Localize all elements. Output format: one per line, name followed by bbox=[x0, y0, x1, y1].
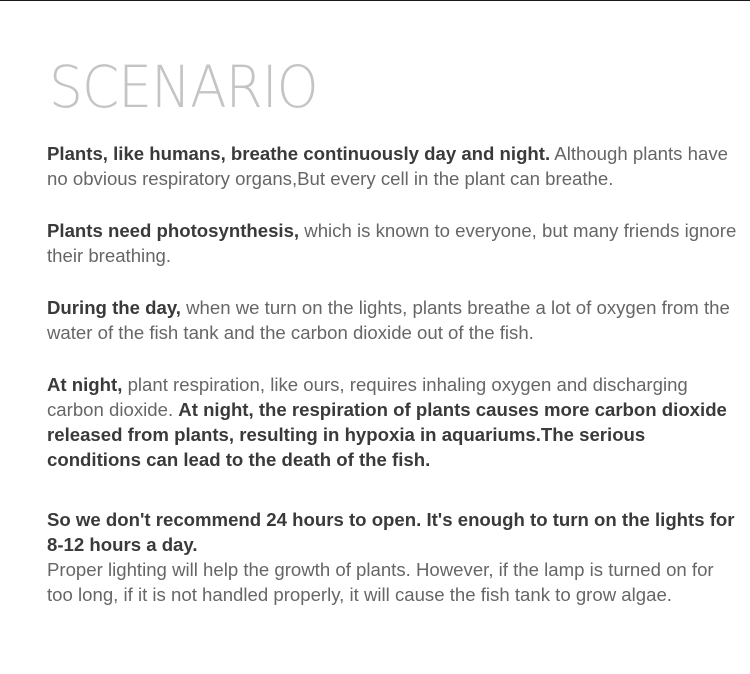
paragraph-text: which is known to everyone, but many friends ignore their breathing. bbox=[47, 220, 737, 266]
paragraph-lead: So we don't recommend 24 hours to open. It's enough to turn on the lights for 8-12 hours a day. bbox=[47, 509, 735, 555]
paragraph-text: plant respiration, like ours, requires inhaling oxygen and discharging carbon dioxide. bbox=[47, 374, 688, 420]
page-title: SCENARIO bbox=[49, 53, 318, 121]
paragraph-lead: Plants need photosynthesis, bbox=[47, 220, 300, 241]
paragraph-text: when we turn on the lights, plants breathe a lot of oxygen from the water of the fish tank and the carbon dioxide out of the fish. bbox=[47, 297, 730, 343]
scenario-body bbox=[47, 141, 743, 607]
paragraph-night bbox=[47, 372, 743, 472]
paragraph-recommendation bbox=[47, 507, 743, 607]
paragraph-warning: At night, the respiration of plants causes more carbon dioxide released from plants, resulting in hypoxia in aquariums.The serious conditions can lead to the death of the fish. bbox=[47, 399, 727, 470]
paragraph-lead: At night, bbox=[47, 374, 123, 395]
paragraph-lead: During the day, bbox=[47, 297, 181, 318]
top-divider bbox=[0, 0, 750, 1]
paragraph-breathing bbox=[47, 141, 743, 191]
paragraph-photosynthesis bbox=[47, 218, 743, 268]
paragraph-text: Although plants have no obvious respiratory organs,But every cell in the plant can breathe. bbox=[47, 143, 728, 189]
paragraph-text: Proper lighting will help the growth of plants. However, if the lamp is turned on for too long, if it is not handled properly, it will cause the fish tank to grow algae. bbox=[47, 559, 714, 605]
paragraph-day bbox=[47, 295, 743, 345]
paragraph-lead: Plants, like humans, breathe continuously day and night. bbox=[47, 143, 551, 164]
